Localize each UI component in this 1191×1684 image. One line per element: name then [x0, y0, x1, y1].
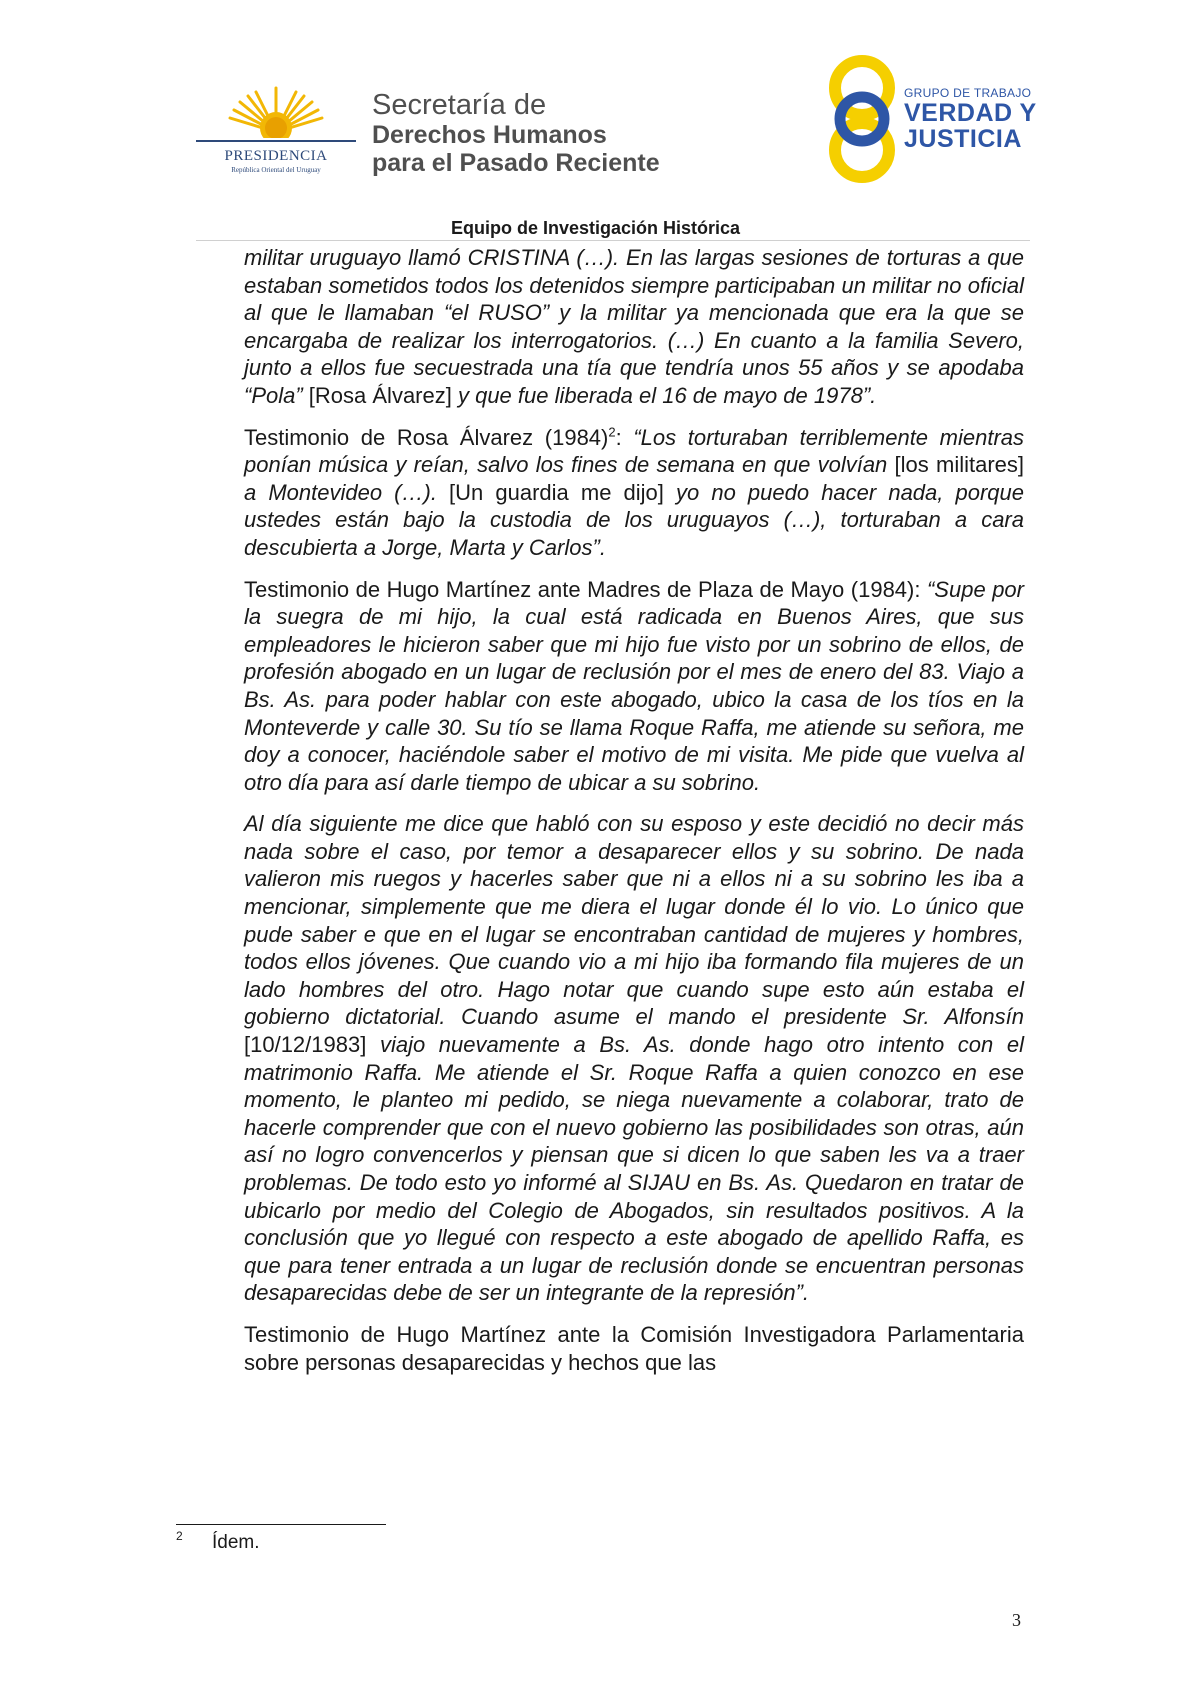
grupo-line-3: JUSTICIA [904, 125, 1022, 153]
paragraph-4 [244, 810, 1024, 1307]
header-divider [196, 240, 1030, 241]
testimony-lead: Testimonio de Hugo Martínez ante Madres de Plaza de Mayo (1984): [244, 576, 927, 602]
quote-text: “Supe por la suegra de mi hijo, la cual está radicada en Buenos Aires, que sus empleadores le hicieron saber que mi hijo fue visto por un sobrino de ellos, de profesión abogado en un lugar de reclusión por el mes de enero del 83. Viajo a Bs. As. para poder hablar con este abogado, ubico la casa de los tíos en la Monteverde y calle 30. Su tío se llama Roque Raffa, me atiende su señora, me doy a conocer, haciéndole saber el motivo de mi visita. Me pide que vuelva al otro día para así darle tiempo de ubicar a su sobrino. [244, 576, 1024, 795]
paragraph-2 [244, 424, 1024, 562]
presidencia-bar [196, 140, 356, 142]
quote-text: a Montevideo (…). [244, 479, 450, 505]
secretaria-line-1: Secretaría de [372, 89, 547, 121]
footnote-divider [176, 1524, 386, 1525]
secretaria-line-3: para el Pasado Reciente [372, 149, 660, 177]
presidencia-logo [196, 84, 356, 178]
quote-text: yo no puedo hacer nada, porque ustedes están bajo la custodia de los uruguayos (…), torturaban a cara descubierta a Jorge, Marta y Carlos”. [244, 479, 1024, 560]
quote-text: y que fue liberada el 16 de mayo de 1978”. [451, 382, 877, 408]
verdad-justicia-logo-icon [812, 54, 912, 184]
paragraph-3 [244, 576, 1024, 797]
quote-text: militar uruguayo llamó CRISTINA (…). En las largas sesiones de torturas a que estaban sometidos todos los detenidos siempre participaban un militar no oficial al que le llamaban “el RUSO” y la militar ya mencionada que era la que se encargaba de realizar los interrogatorios. (…) En cuanto a la familia Severo, junto a ellos fue secuestrada una tía que tendría unos 55 años y se apodaba “Pola” [244, 245, 1024, 408]
testimony-lead: Testimonio de Rosa Álvarez (1984) [244, 424, 609, 450]
paragraph-5: Testimonio de Hugo Martínez ante la Comisión Investigadora Parlamentaria sobre personas desaparecidas y hechos que las [244, 1321, 1024, 1375]
bracket-note: [Un guardia me dijo] [449, 479, 664, 505]
quote-text: “Los torturaban terriblemente mientras ponían música y reían, salvo los fines de semana en que volvían [244, 424, 1025, 478]
grupo-line-2: VERDAD Y [904, 99, 1037, 127]
sun-emblem-icon [226, 84, 326, 144]
footnote-ref: 2 [608, 424, 616, 440]
team-title: Equipo de Investigación Histórica [450, 218, 741, 238]
grupo-line-1: GRUPO DE TRABAJO [904, 86, 1032, 100]
secretaria-title [372, 90, 660, 177]
quote-text: viajo nuevamente a Bs. As. donde hago otro intento con el matrimonio Raffa. Me atiende el Sr. Roque Raffa a quien conozco en ese momento, le planteo mi pedido, se niega nuevamente a colaborar, trato de hacerle comprender que con el nuevo gobierno las posibilidades son otras, aún así no logro convencerlos y piensan que si dicen lo que saben les va a traer problemas. De todo esto yo informé al SIJAU en Bs. As. Quedaron en tratar de ubicarlo por medio del Colegio de Abogados, sin resultados positivos. A la conclusión que yo llegué con respecto a este abogado de apellido Raffa, es que para tener entrada a un lugar de reclusión donde se encuentran personas desaparecidas debe de ser un integrante de la represión”. [244, 1032, 1024, 1306]
bracket-note: [10/12/1983] [244, 1032, 367, 1058]
grupo-trabajo-title [904, 86, 1037, 152]
document-body [244, 244, 1024, 1390]
bracket-note: [los militares] [894, 452, 1025, 478]
presidencia-name: PRESIDENCIA [224, 148, 328, 164]
colon: : [615, 424, 634, 450]
footnote-text: Ídem. [212, 1532, 260, 1553]
paragraph-1 [244, 244, 1024, 410]
quote-text: Al día siguiente me dice que habló con su esposo y este decidió no decir más nada sobre el caso, por temor a desaparecer ellos y su sobrino. De nada valieron mis ruegos y hacerles saber que ni a ellos ni a su sobrino les iba a mencionar, simplemente que me diera el lugar donde él lo vio. Lo único que pude saber e que en el lugar se encontraban cantidad de mujeres y hombres, todos ellos jóvenes. Que cuando vio a mi hijo iba formando fila mujeres de un lado hombres del otro. Hago notar que cuando supe esto aún estaba el gobierno dictatorial. Cuando asume el mando el presidente Sr. Alfonsín [244, 811, 1024, 1030]
presidencia-subtitle: República Oriental del Uruguay [231, 166, 321, 174]
page-number: 3 [1012, 1610, 1021, 1630]
secretaria-line-2: Derechos Humanos [372, 121, 607, 149]
bracket-note: [Rosa Álvarez] [308, 382, 452, 408]
footnote-number: 2 [176, 1529, 183, 1543]
